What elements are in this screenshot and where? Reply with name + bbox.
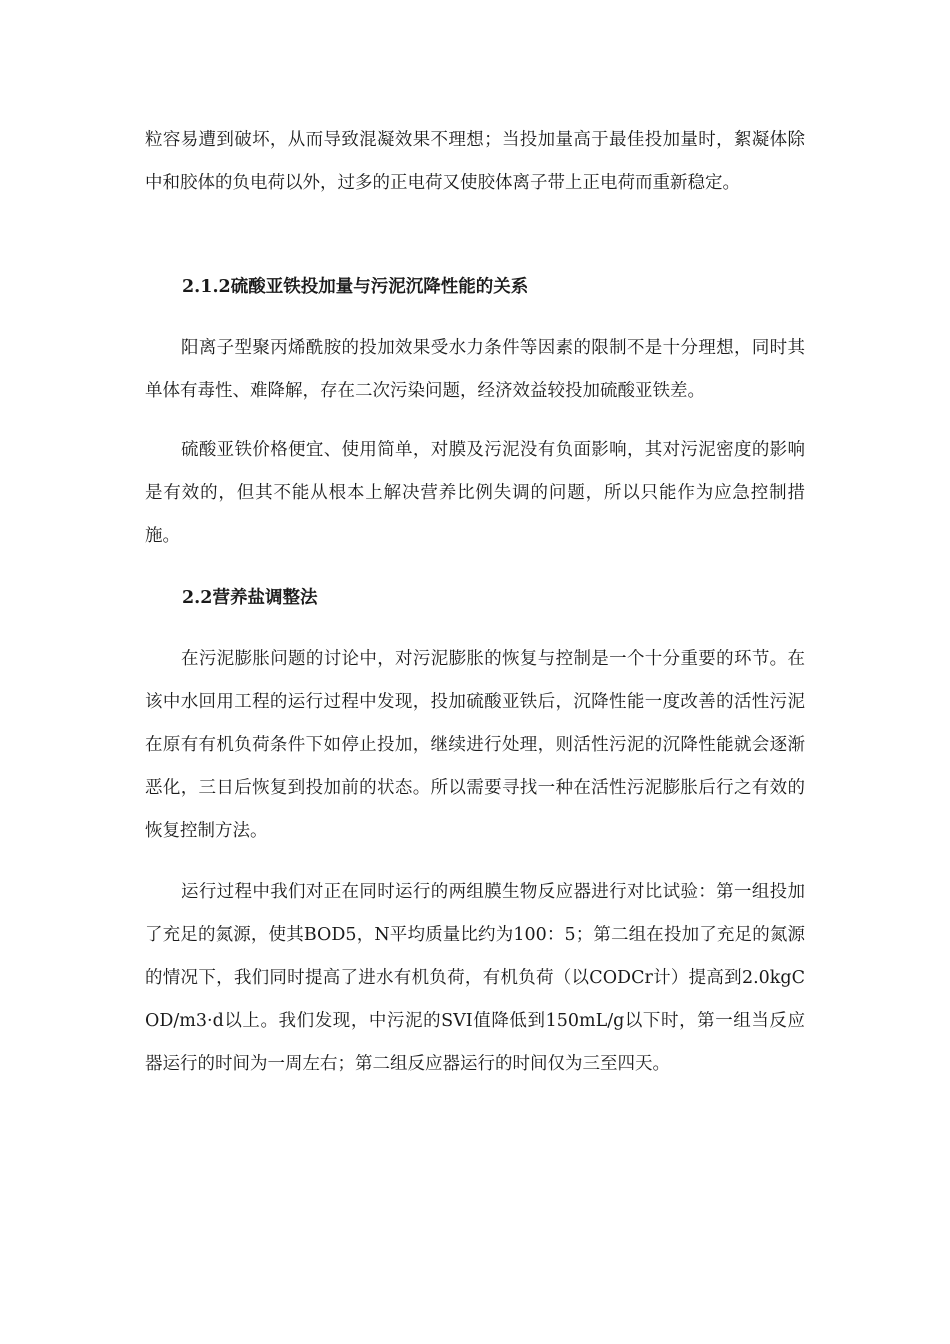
paragraph-polyacrylamide: 阳离子型聚丙烯酰胺的投加效果受水力条件等因素的限制不是十分理想，同时其单体有毒性、难降解，存在二次污染问题，经济效益较投加硫酸亚铁差。: [145, 338, 805, 401]
section-heading-2-2: 2.2营养盐调整法: [182, 588, 318, 608]
paragraph-ferrous-sulfate: 硫酸亚铁价格便宜、使用简单，对膜及污泥没有负面影响，其对污泥密度的影响是有效的，但其不能从根本上解决营养比例失调的问题，所以只能作为应急控制措施。: [145, 440, 805, 546]
paragraph-comparison-experiment: 运行过程中我们对正在同时运行的两组膜生物反应器进行对比试验：第一组投加了充足的氮源，使其BOD5，N平均质量比约为100：5；第二组在投加了充足的氮源的情况下，我们同时提高了进水有机负荷，有机负荷（以CODCr计）提高到2.0kgCOD/m3·d以上。我们发现，中污泥的SVI值降低到150mL/g以下时，第一组当反应器运行的时间为一周左右；第二组反应器运行的时间仅为三至四天。: [145, 882, 805, 1074]
paragraph-sludge-bulking: 在污泥膨胀问题的讨论中，对污泥膨胀的恢复与控制是一个十分重要的环节。在该中水回用工程的运行过程中发现，投加硫酸亚铁后，沉降性能一度改善的活性污泥在原有有机负荷条件下如停止投加，继续进行处理，则活性污泥的沉降性能就会逐渐恶化，三日后恢复到投加前的状态。所以需要寻找一种在活性污泥膨胀后行之有效的恢复控制方法。: [145, 649, 805, 841]
section-heading-2-1-2: 2.1.2硫酸亚铁投加量与污泥沉降性能的关系: [182, 277, 529, 297]
paragraph-continuation: 粒容易遭到破坏，从而导致混凝效果不理想；当投加量高于最佳投加量时，絮凝体除中和胶体的负电荷以外，过多的正电荷又使胶体离子带上正电荷而重新稳定。: [145, 130, 805, 193]
